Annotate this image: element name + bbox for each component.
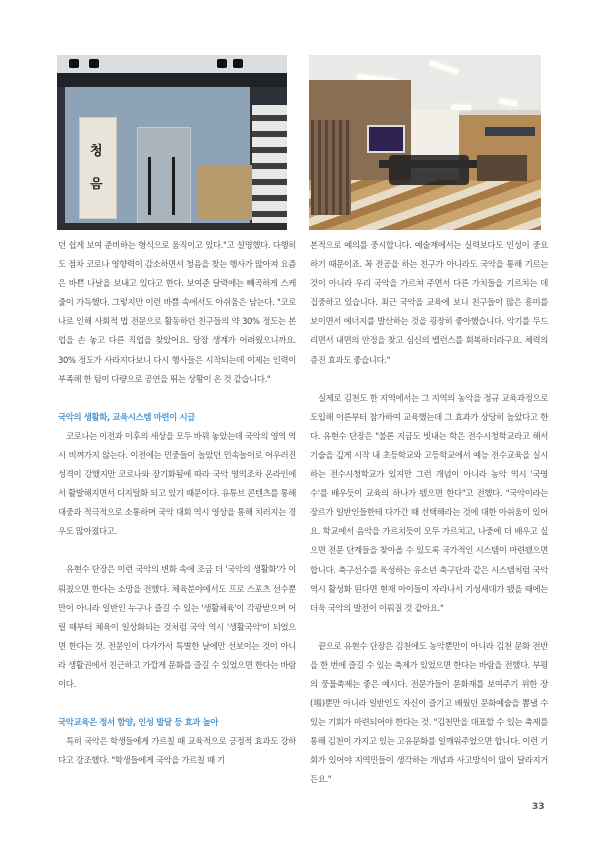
body-paragraph: 던 쉽게 보여 준비하는 형식으로 움직이고 있다."고 설명했다. 다행히도 점차 코로나 영향력이 감소하면서 청음을 찾는 행사가 많아져 요즘은 바쁜 나날을 보내고 있다고 한다. 보여준 달력에는 빼곡하게 스케줄이 가득했다. 그렇지만 이런 바쁨 속에서도 아쉬움은 남는다. "코로나로 인해 사회적 법 전문으로 활동하던 친구들의 약 30% 정도는 본업을 손 놓고 다른 직업을 찾았어요. 당장 생계가 어려웠으니까요. 30% 정도가 사라지다보니 다시 행사들은 시작되는데 이제는 인력이 부족해 한 팀이 다량으로 공연을 뛰는 상황이 온 것 같습니다." <box>58 240 296 384</box>
spotlight-icon <box>69 59 79 68</box>
folding-screen <box>311 120 351 215</box>
left-text-column <box>58 236 296 770</box>
body-paragraph: 실제로 김천도 한 지역에서는 그 지역의 농악을 정규 교육과정으로 도입해 이른부터 참가하여 교육했는데 그 효과가 상당히 높았다고 한다. 유현수 단장은 "불론 지금도 빗내는 학은 전수시청학교라고 해서 기술을 깊게 시작 내 초등학교와 고등학교에서 예능 전수교육을 실시하는 전수시청학교가 있지만 그런 개념이 아니라 농악 역시 '국영수'를 배우듯이 교육의 하나가 됐으면 한다"고 전했다. "국악이라는 장르가 일반인들한테 다가간 때 선택해라는 것에 대한 아쉬움이 있어요. 학교에서 음악을 가르치듯이 모두 가르치고, 나중에 더 배우고 싶으면 전문 단계들을 찾아올 수 있도록 국가적인 시스템이 마련됐으면 합니다. 축구선수를 육성하는 유소년 축구단과 같은 시스템처럼 국악 역시 활성화 된다면 현재 아이들이 자라나서 기성세대가 됐을 때에는 더욱 국악의 발전이 이뤄질 것 같아요." <box>310 392 548 613</box>
wall-tv <box>367 125 405 153</box>
door-handle <box>148 157 151 215</box>
wall-sign <box>485 127 535 136</box>
banner-glyph: 청 <box>90 144 103 159</box>
spotlight-icon <box>233 59 243 68</box>
meeting-table <box>379 160 479 168</box>
beam <box>57 73 287 87</box>
spotlight-icon <box>89 59 99 68</box>
reception-desk <box>477 155 527 181</box>
photo-office-interior <box>309 55 541 230</box>
body-paragraph: 코로나는 이전과 이후의 세상을 모두 바꿔 놓았는데 국악의 영역 역시 비껴가지 않는다. 이전에는 민중들이 놀았던 민속놀이로 어우러진 성격이 강했지만 코로나와 장기화됨에 따라 국악 영역조차 온라인에서 활발해지면서 디지털화 되고 있기 때문이다. 유튜브 콘텐츠를 통해 대중과 적극적으로 소통하며 국악 대회 역시 영상을 통해 치러지는 경우도 많아졌다고. <box>58 430 296 537</box>
banner-glyph: 음 <box>90 177 103 192</box>
section-subheading: 국악의 생활화, 교육시스템 마련이 시급 <box>58 411 195 422</box>
section-subheading: 국악교육은 정서 함양, 인성 발달 등 효과 높아 <box>58 717 219 728</box>
spotlight-icon <box>217 59 227 68</box>
calligraphy-banner <box>79 117 117 219</box>
traditional-drums <box>197 165 257 220</box>
body-paragraph: 끝으로 유현수 단장은 김천에도 농악뿐만이 아니라 김천 문화 전반을 한 번에 즐길 수 있는 축제가 있었으면 한다는 바람을 전했다. 부평의 풍물축제는 좋은 예시다. 전문가들이 문화재를 보여주기 위한 장(場)뿐만 아니라 일반인도 자신이 즐기고 배웠던 문화예술을 뽐낼 수 있는 기회가 마련되어야 한다는 것. "김천만을 대표할 수 있는 축제를 통해 김천이 가지고 있는 고유문화를 일깨워주었으면 합니다. 이런 기회가 있어야 지역민들이 생각하는 개념과 사고방식이 많이 달라지거든요." <box>310 640 548 785</box>
body-paragraph: 본적으로 예의를 중시합니다. 예술계에서는 실력보다도 인성이 중요하기 때문이죠. 꼭 전공을 하는 친구가 아니라도 국악을 통해 기르는 것이 아니라 우리 국악을 가르쳐 주면서 다른 가치들을 기르치는 데 집중하고 있습니다. 최근 국악을 교육에 보니 친구들이 많은 흥미를 보이면서 에너지를 발산하는 것을 굉장히 좋아했습니다. 악기를 두드리면서 내면의 안정을 찾고 심신의 밸런스를 회복하더라구요. 체력의 증진 효과도 좋습니다." <box>310 240 548 365</box>
body-paragraph: 특히 국악은 학생들에게 가르칠 때 교육적으로 긍정적 효과도 강하다고 강조했다. "학생들에게 국악을 가르칠 때 기 <box>58 736 296 766</box>
body-paragraph: 유현수 단장은 이런 국악의 변화 속에 조금 더 '국악의 생활화'가 이뤄졌으면 한다는 소망을 전했다. 체육분야에서도 프로 스포츠 선수뿐만이 아니라 일반인 누구나 즐길 수 있는 '생활체육'이 각광받으며 어릴 때부터 체육이 일상화되는 것처럼 국악 역시 '생활국악'이 되었으면 한다는 것. 전문인이 다가가서 특별한 날에만 선보이는 것이 아니라 생활권에서 친근하고 가깝게 문화를 즐길 수 있었으면 한다는 바람이다. <box>58 564 296 689</box>
door-handle <box>172 157 175 215</box>
striped-wall <box>252 105 287 230</box>
photo-cheongeum-entrance <box>57 55 287 230</box>
floor <box>57 223 287 230</box>
page-number: 33 <box>532 802 545 812</box>
right-text-column <box>310 236 548 790</box>
glass-door <box>137 127 191 224</box>
